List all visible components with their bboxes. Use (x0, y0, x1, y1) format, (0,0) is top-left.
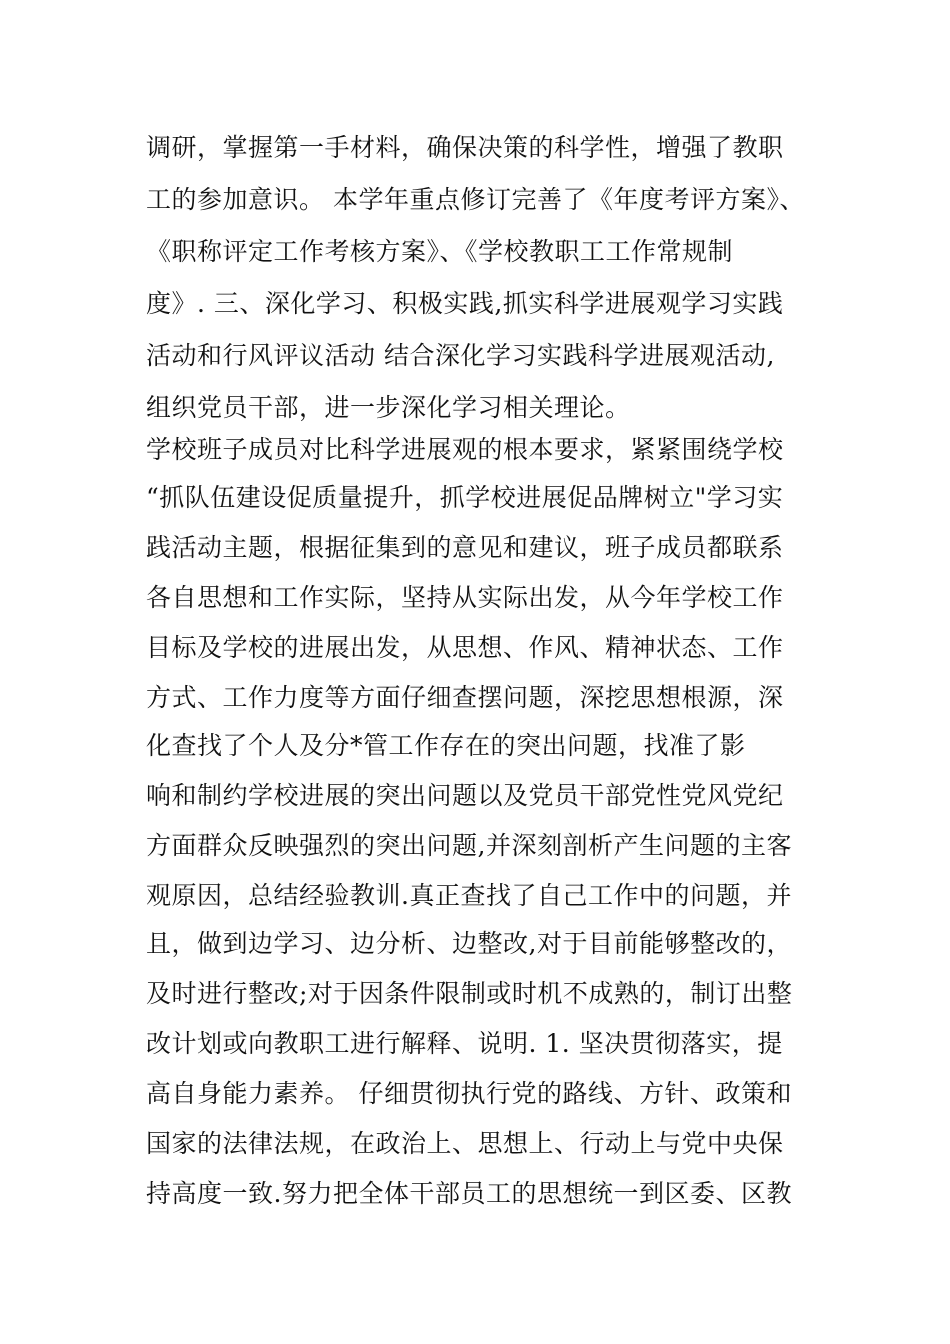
text-line: 调研，掌握第一手材料，确保决策的科学性，增强了教职 (146, 133, 784, 162)
text-line: 及时进行整改;对于因条件限制或时机不成熟的，制订出整 (146, 979, 793, 1008)
text-line: 国家的法律法规，在政治上、思想上、行动上与党中央保 (146, 1129, 784, 1158)
text-line: 度》. 三、深化学习、积极实践,抓实科学进展观学习实践 (146, 289, 784, 318)
text-line: 工的参加意识。 本学年重点修订完善了《年度考评方案》、 (146, 185, 805, 214)
text-line: 响和制约学校进展的突出问题以及党员干部党性党风党纪 (146, 781, 784, 810)
text-line: 持高度一致.努力把全体干部员工的思想统一到区委、区教 (146, 1179, 792, 1208)
text-line: 组织党员干部，进一步深化学习相关理论。 (146, 393, 631, 422)
text-line: 方式、工作力度等方面仔细查摆问题，深挖思想根源，深 (146, 683, 784, 712)
text-line: “抓队伍建设促质量提升，抓学校进展促品牌树立"学习实 (146, 483, 784, 512)
text-line: 方面群众反映强烈的突出问题,并深刻剖析产生问题的主客 (146, 831, 792, 860)
text-line: 各自思想和工作实际，坚持从实际出发，从今年学校工作 (146, 583, 784, 612)
text-line: 化查找了个人及分*管工作存在的突出问题，找准了影 (146, 731, 746, 760)
text-line: 高自身能力素养。 仔细贯彻执行党的路线、方针、政策和 (146, 1079, 792, 1108)
text-line: 活动和行风评议活动 结合深化学习实践科学进展观活动, (146, 341, 775, 370)
text-line: 改计划或向教职工进行解释、说明. 1. 坚决贯彻落实，提 (146, 1029, 783, 1058)
text-line: 践活动主题，根据征集到的意见和建议，班子成员都联系 (146, 533, 784, 562)
text-line: 且，做到边学习、边分析、边整改,对于目前能够整改的， (146, 929, 792, 958)
text-line: 《职称评定工作考核方案》、《学校教职工工作常规制 (146, 237, 734, 266)
text-line: 观原因，总结经验教训.真正查找了自己工作中的问题，并 (146, 881, 792, 910)
text-line: 学校班子成员对比科学进展观的根本要求，紧紧围绕学校 (146, 435, 784, 464)
text-line: 目标及学校的进展出发，从思想、作风、精神状态、工作 (146, 633, 784, 662)
